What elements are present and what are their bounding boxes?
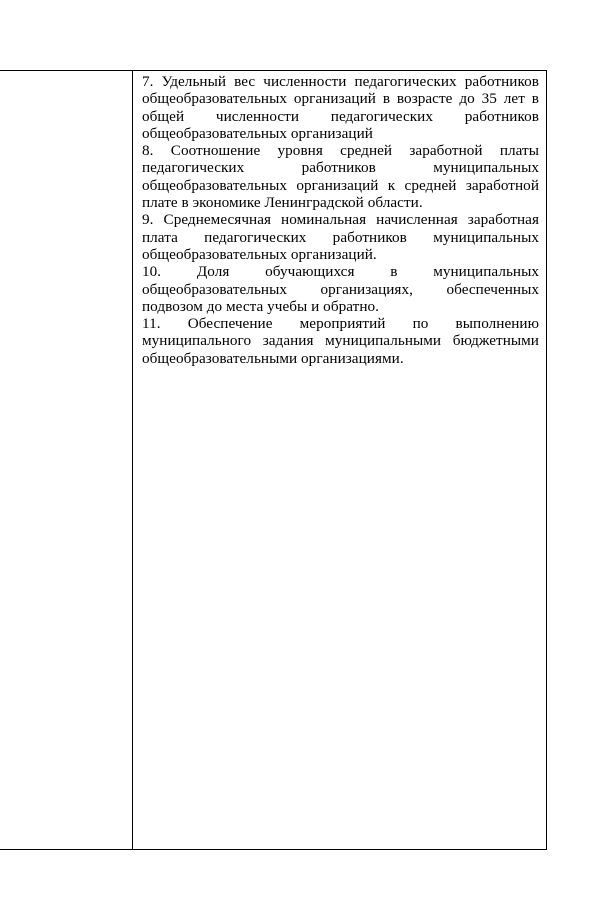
table-cell-left-empty [0, 71, 133, 849]
document-table [0, 70, 547, 850]
indicator-item-11: 11. Обеспечение мероприятий по выполнению муниципального задания муниципальными бюджетными общеобразовательными организациями. [142, 315, 539, 367]
indicator-item-10: 10. Доля обучающихся в муниципальных общеобразовательных организациях, обеспеченных подвозом до места учебы и обратно. [142, 263, 539, 315]
indicator-item-8: 8. Соотношение уровня средней заработной платы педагогических работников муниципальных общеобразовательных организаций к средней заработной плате в экономике Ленинградской области. [142, 142, 539, 212]
table-cell-indicators [134, 71, 546, 849]
indicator-item-9: 9. Среднемесячная номинальная начисленная заработная плата педагогических работников муниципальных общеобразовательных организаций. [142, 211, 539, 263]
indicator-item-7: 7. Удельный вес численности педагогических работников общеобразовательных организаций в возрасте до 35 лет в общей численности педагогических работников общеобразовательных организаций [142, 73, 539, 142]
